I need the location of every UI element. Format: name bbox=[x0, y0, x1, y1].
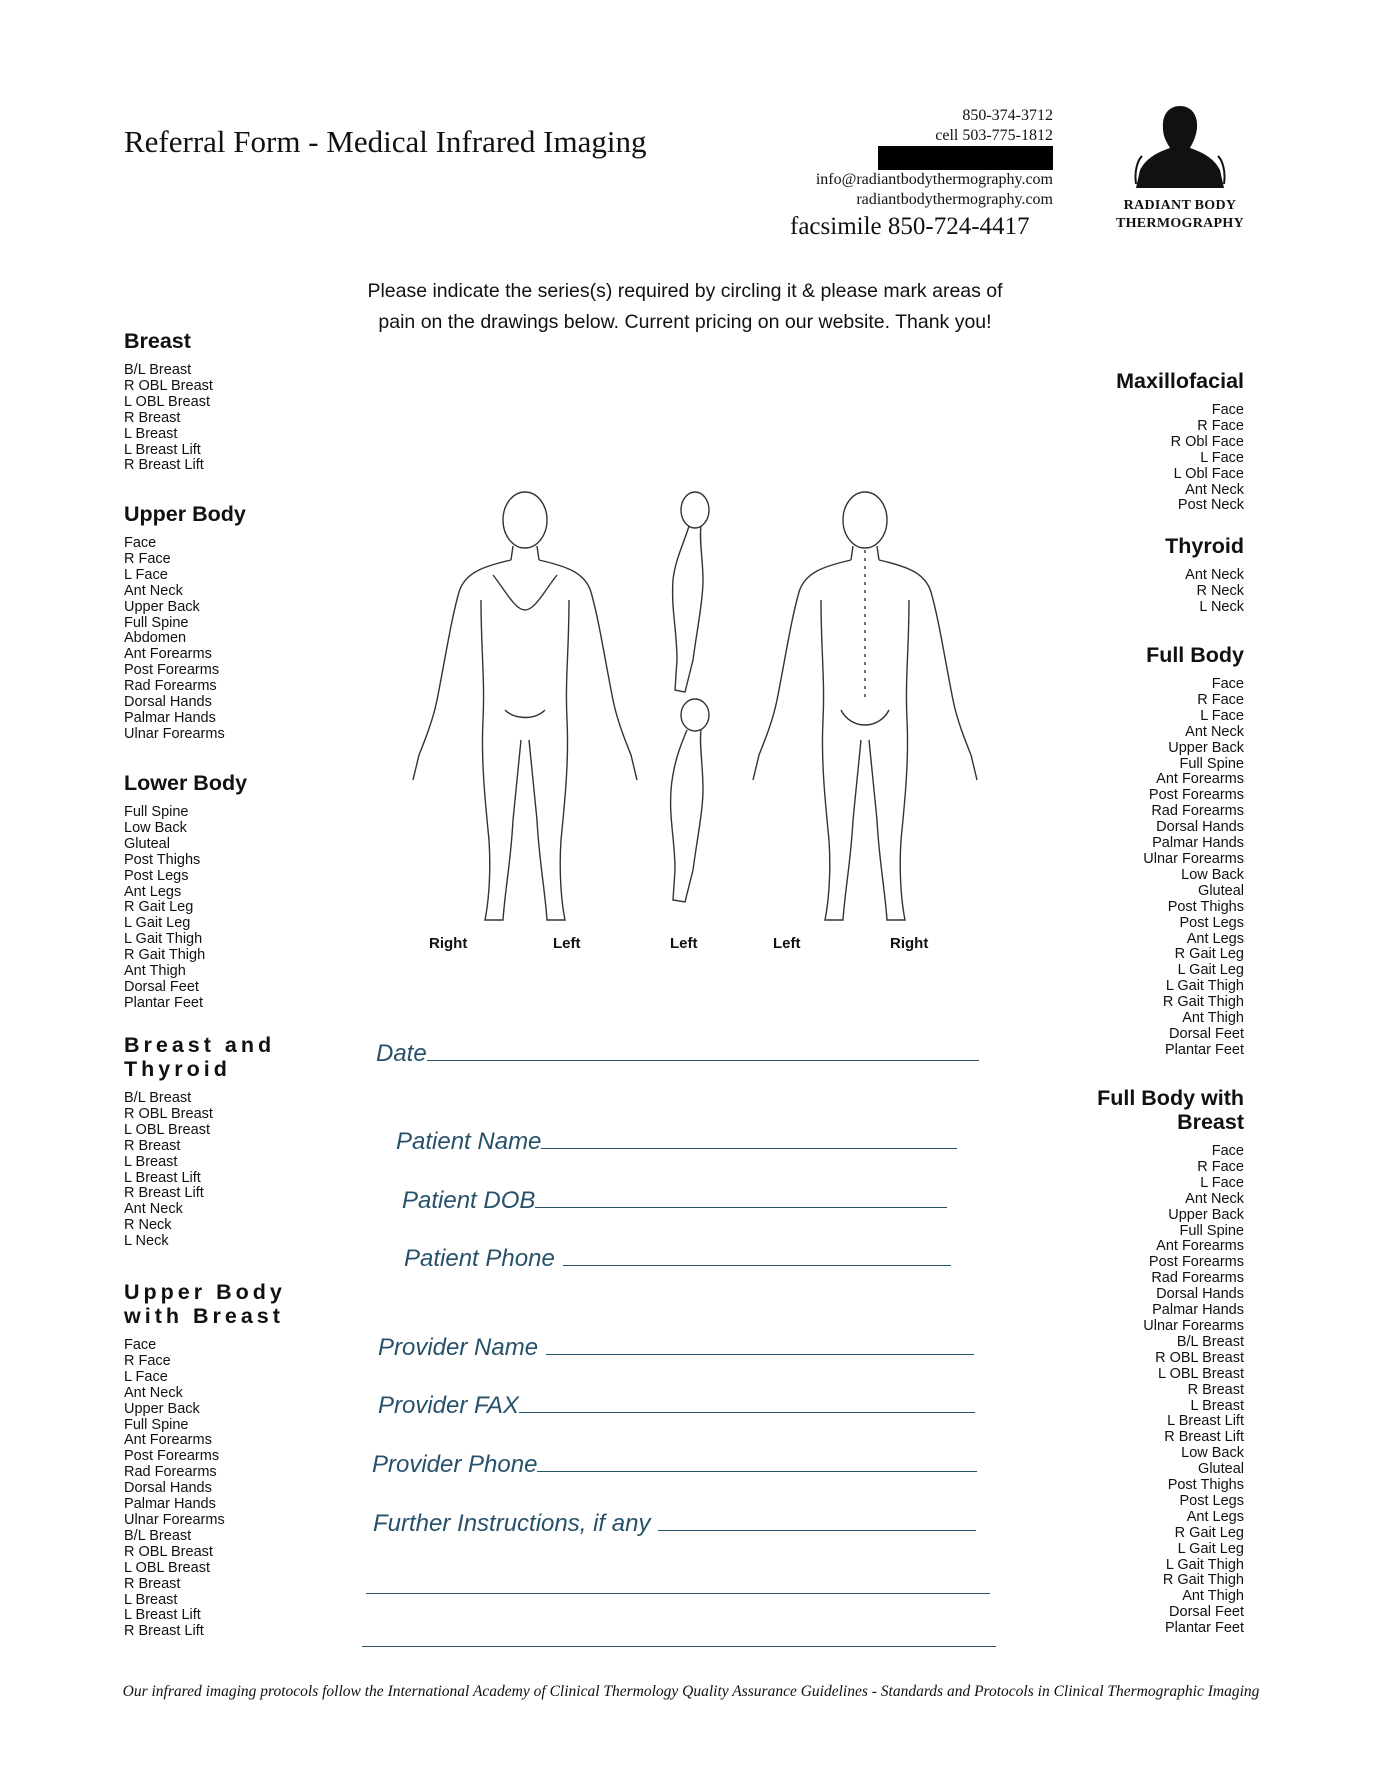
series-option[interactable]: R Gait Thigh bbox=[124, 947, 206, 964]
logo-text-line1: RADIANT BODY bbox=[1123, 198, 1237, 213]
redacted-bar bbox=[816, 146, 1053, 170]
series-option[interactable]: R OBL Breast bbox=[1155, 1349, 1244, 1366]
series-option[interactable]: Dorsal Hands bbox=[124, 694, 212, 711]
series-option[interactable]: Palmar Hands bbox=[124, 1496, 216, 1513]
series-option[interactable]: Ulnar Forearms bbox=[1143, 1317, 1244, 1334]
date-label: Date bbox=[376, 1040, 427, 1067]
series-option[interactable]: Dorsal Hands bbox=[124, 1480, 212, 1497]
section-title: Full Body bbox=[1146, 643, 1244, 667]
series-option[interactable]: Post Forearms bbox=[1148, 1254, 1244, 1271]
series-option[interactable]: Face bbox=[124, 1337, 157, 1353]
series-option[interactable]: Post Forearms bbox=[124, 1448, 220, 1465]
silhouette-icon bbox=[1132, 100, 1228, 192]
series-option[interactable]: R Breast bbox=[1187, 1381, 1244, 1398]
series-option[interactable]: L Gait Leg bbox=[124, 915, 191, 932]
figure-label: Left bbox=[773, 935, 801, 952]
instructions-line2: pain on the drawings below. Current pricing on our website. Thank you! bbox=[378, 311, 992, 333]
fax-number: facsimile 850-724-4417 bbox=[790, 213, 1030, 240]
series-option[interactable]: Ulnar Forearms bbox=[124, 1511, 225, 1528]
series-option[interactable]: Ulnar Forearms bbox=[124, 725, 225, 742]
provider-name-field[interactable] bbox=[378, 1334, 974, 1362]
date-field[interactable] bbox=[376, 1040, 979, 1068]
series-option[interactable]: R Face bbox=[124, 550, 171, 567]
patient-dob-label: Patient DOB bbox=[402, 1187, 536, 1214]
section-title: Thyroid bbox=[1165, 534, 1244, 558]
instructions-line1: Please indicate the series(s) required by circling it & please mark areas of bbox=[367, 280, 1003, 302]
series-option[interactable]: L Face bbox=[1200, 449, 1244, 466]
series-option[interactable]: R Gait Thigh bbox=[1162, 1572, 1244, 1589]
further-instructions-label: Further Instructions, if any bbox=[373, 1510, 651, 1537]
instructions bbox=[340, 276, 1030, 338]
provider-fax-field[interactable] bbox=[378, 1392, 975, 1420]
series-option[interactable]: R OBL Breast bbox=[124, 1105, 213, 1122]
series-option[interactable]: Low Back bbox=[1181, 866, 1244, 883]
series-option[interactable]: Upper Back bbox=[124, 598, 200, 615]
series-option[interactable]: Upper Back bbox=[1168, 1206, 1244, 1223]
series-option[interactable]: R Face bbox=[1197, 691, 1244, 708]
series-option[interactable]: Upper Back bbox=[1168, 739, 1244, 756]
series-list bbox=[1044, 677, 1244, 1059]
series-option[interactable]: Ant Forearms bbox=[124, 1432, 212, 1449]
series-list bbox=[1044, 403, 1244, 514]
series-option[interactable]: Palmar Hands bbox=[124, 709, 216, 726]
section-breast bbox=[124, 329, 294, 474]
series-option[interactable]: L Breast bbox=[124, 1591, 178, 1608]
series-option[interactable]: L Gait Leg bbox=[1177, 962, 1244, 979]
section-breast-thyroid bbox=[124, 1033, 294, 1250]
series-option[interactable]: Ant Neck bbox=[1185, 481, 1244, 498]
series-option[interactable]: R Breast Lift bbox=[124, 1623, 204, 1640]
series-option[interactable]: Dorsal Feet bbox=[1169, 1604, 1244, 1621]
series-option[interactable]: R Breast Lift bbox=[124, 1185, 204, 1202]
series-list bbox=[1044, 568, 1244, 616]
series-option[interactable]: Post Thighs bbox=[124, 851, 201, 868]
series-option[interactable]: R Breast Lift bbox=[124, 457, 204, 474]
series-option[interactable]: Gluteal bbox=[124, 835, 170, 852]
series-option[interactable]: R Breast bbox=[124, 409, 181, 426]
series-option[interactable]: Ant Neck bbox=[1185, 723, 1244, 740]
series-option[interactable]: Face bbox=[1211, 676, 1244, 692]
series-option[interactable]: Ant Neck bbox=[124, 1201, 183, 1218]
series-option[interactable]: Ant Neck bbox=[1185, 567, 1244, 583]
series-option[interactable]: L Face bbox=[1200, 707, 1244, 724]
figure-label: Left bbox=[553, 935, 581, 952]
website: radiantbodythermography.com bbox=[856, 191, 1053, 208]
patient-name-field[interactable] bbox=[396, 1128, 957, 1156]
series-option[interactable]: Face bbox=[1211, 1143, 1244, 1159]
series-option[interactable]: L Obl Face bbox=[1173, 465, 1244, 482]
series-option[interactable]: Face bbox=[124, 535, 157, 551]
logo-text-line2: THERMOGRAPHY bbox=[1115, 216, 1245, 231]
series-list bbox=[124, 1338, 294, 1640]
series-option[interactable]: Full Spine bbox=[124, 614, 189, 631]
provider-phone-label: Provider Phone bbox=[372, 1451, 538, 1478]
provider-fax-label: Provider FAX bbox=[378, 1392, 519, 1419]
instructions-line[interactable] bbox=[366, 1592, 990, 1594]
series-option[interactable]: Ant Neck bbox=[124, 1384, 183, 1401]
series-option[interactable]: Post Neck bbox=[1177, 497, 1244, 514]
series-option[interactable]: Dorsal Feet bbox=[1169, 1025, 1244, 1042]
figure-label: Right bbox=[890, 935, 929, 952]
series-option[interactable]: L Face bbox=[124, 566, 168, 583]
series-option[interactable]: Post Thighs bbox=[1167, 898, 1244, 915]
series-option[interactable]: R OBL Breast bbox=[124, 1543, 213, 1560]
section-title: Maxillofacial bbox=[1116, 369, 1244, 393]
back-figure bbox=[753, 492, 977, 920]
phone-number: 850-374-3712 bbox=[962, 107, 1053, 124]
series-option[interactable]: Low Back bbox=[1181, 1445, 1244, 1462]
series-option[interactable]: R Breast bbox=[124, 1137, 181, 1154]
series-option[interactable]: Ant Thigh bbox=[1182, 1010, 1244, 1027]
series-option[interactable]: Ant Thigh bbox=[1182, 1588, 1244, 1605]
series-option[interactable]: Abdomen bbox=[124, 630, 187, 647]
series-option[interactable]: Full Spine bbox=[124, 1416, 189, 1433]
series-option[interactable]: R Face bbox=[124, 1352, 171, 1369]
section-maxillofacial bbox=[1044, 369, 1244, 514]
series-option[interactable]: R Breast Lift bbox=[1164, 1429, 1244, 1446]
section-title: Breast bbox=[124, 329, 191, 353]
series-option[interactable]: B/L Breast bbox=[124, 1090, 192, 1106]
series-option[interactable]: Low Back bbox=[124, 819, 187, 836]
series-option[interactable]: Full Spine bbox=[1179, 1222, 1244, 1239]
series-option[interactable]: L OBL Breast bbox=[124, 1121, 210, 1138]
series-option[interactable]: R Neck bbox=[124, 1217, 172, 1234]
series-option[interactable]: Ant Forearms bbox=[124, 646, 212, 663]
series-option[interactable]: L Face bbox=[124, 1368, 168, 1385]
series-option[interactable]: L Breast bbox=[124, 1153, 178, 1170]
series-option[interactable]: B/L Breast bbox=[1176, 1333, 1244, 1350]
series-option[interactable]: Ant Neck bbox=[1185, 1190, 1244, 1207]
section-full-body-breast bbox=[1044, 1086, 1244, 1637]
series-option[interactable]: Post Forearms bbox=[124, 662, 220, 679]
series-option[interactable]: L OBL Breast bbox=[124, 393, 210, 410]
section-thyroid bbox=[1044, 534, 1244, 616]
series-option[interactable]: L Gait Thigh bbox=[124, 931, 203, 948]
series-option[interactable]: B/L Breast bbox=[124, 1527, 192, 1544]
page-title: Referral Form - Medical Infrared Imaging bbox=[124, 124, 647, 159]
contact-block bbox=[816, 106, 1053, 210]
section-title: Upper Body with Breast bbox=[124, 1280, 286, 1328]
series-option[interactable]: Ant Neck bbox=[124, 582, 183, 599]
series-option[interactable]: Post Legs bbox=[124, 867, 189, 884]
series-option[interactable]: R Face bbox=[1197, 417, 1244, 434]
instructions-line[interactable] bbox=[362, 1645, 996, 1647]
section-full-body bbox=[1044, 643, 1244, 1059]
patient-name-label: Patient Name bbox=[396, 1128, 542, 1155]
series-option[interactable]: L Breast Lift bbox=[124, 441, 201, 458]
side-figure-bottom bbox=[671, 699, 709, 902]
series-option[interactable]: L Breast Lift bbox=[124, 1607, 201, 1624]
section-upper-body-breast bbox=[124, 1280, 294, 1640]
series-option[interactable]: L Breast bbox=[124, 425, 178, 442]
series-option[interactable]: L Gait Thigh bbox=[1165, 1556, 1244, 1573]
series-option[interactable]: R Obl Face bbox=[1170, 433, 1244, 450]
email-address: info@radiantbodythermography.com bbox=[815, 171, 1053, 188]
series-option[interactable]: R Gait Leg bbox=[124, 899, 194, 916]
footer-note: Our infrared imaging protocols follow the International Academy of Clinical Thermology Quality Assurance Guidelines - Standards and Protocols in Clinical Thermographic Imaging bbox=[122, 1683, 1260, 1700]
patient-dob-field[interactable] bbox=[402, 1187, 947, 1215]
series-option[interactable]: Post Forearms bbox=[1148, 787, 1244, 804]
section-title: Breast and Thyroid bbox=[124, 1033, 276, 1081]
series-option[interactable]: Ant Thigh bbox=[124, 963, 186, 980]
section-title: Lower Body bbox=[124, 771, 248, 795]
front-figure bbox=[413, 492, 637, 920]
series-option[interactable]: L Breast Lift bbox=[1167, 1413, 1244, 1430]
series-option[interactable]: L Gait Thigh bbox=[1165, 978, 1244, 995]
series-option[interactable]: Post Legs bbox=[1179, 1492, 1244, 1509]
series-option[interactable]: Ant Legs bbox=[1186, 1508, 1244, 1525]
series-option[interactable]: Rad Forearms bbox=[124, 1464, 217, 1481]
series-option[interactable]: Gluteal bbox=[1198, 1461, 1244, 1478]
series-option[interactable]: Face bbox=[1211, 402, 1244, 418]
section-upper-body bbox=[124, 502, 294, 743]
series-option[interactable]: Gluteal bbox=[1198, 882, 1244, 899]
series-option[interactable]: L OBL Breast bbox=[124, 1559, 210, 1576]
section-title-line1: Full Body with bbox=[1097, 1086, 1244, 1110]
series-option[interactable]: R Breast bbox=[124, 1575, 181, 1592]
patient-phone-label: Patient Phone bbox=[404, 1245, 555, 1272]
series-option[interactable]: Dorsal Feet bbox=[124, 978, 199, 995]
series-option[interactable]: Rad Forearms bbox=[1151, 803, 1244, 820]
figure-label: Left bbox=[670, 935, 698, 952]
series-option[interactable]: Plantar Feet bbox=[1165, 1620, 1244, 1637]
series-option[interactable]: Plantar Feet bbox=[124, 994, 203, 1011]
patient-phone-field[interactable] bbox=[404, 1245, 951, 1273]
series-option[interactable]: Ant Legs bbox=[1186, 930, 1244, 947]
series-option[interactable]: Ant Legs bbox=[124, 883, 182, 900]
series-option[interactable]: Full Spine bbox=[1179, 755, 1244, 772]
series-option[interactable]: Upper Back bbox=[124, 1400, 200, 1417]
series-option[interactable]: Plantar Feet bbox=[1165, 1041, 1244, 1058]
series-option[interactable]: L Gait Leg bbox=[1177, 1540, 1244, 1557]
series-option[interactable]: R Gait Thigh bbox=[1162, 994, 1244, 1011]
series-option[interactable]: R Gait Leg bbox=[1174, 1524, 1244, 1541]
series-option[interactable]: R Gait Leg bbox=[1174, 946, 1244, 963]
series-option[interactable]: Dorsal Hands bbox=[1156, 819, 1244, 836]
section-title-line2: Breast bbox=[1177, 1110, 1244, 1134]
side-figure-top bbox=[673, 492, 709, 692]
series-option[interactable]: Dorsal Hands bbox=[1156, 1286, 1244, 1303]
series-list bbox=[124, 536, 294, 743]
series-option[interactable]: Rad Forearms bbox=[1151, 1270, 1244, 1287]
series-option[interactable]: Rad Forearms bbox=[124, 678, 217, 695]
series-option[interactable]: Ulnar Forearms bbox=[1143, 850, 1244, 867]
series-option[interactable]: R Neck bbox=[1196, 582, 1244, 599]
series-option[interactable]: R Face bbox=[1197, 1158, 1244, 1175]
series-list bbox=[124, 1091, 294, 1250]
series-option[interactable]: L Neck bbox=[124, 1233, 169, 1250]
series-option[interactable]: L Face bbox=[1200, 1174, 1244, 1191]
further-instructions-field[interactable] bbox=[373, 1510, 976, 1538]
figure-label: Right bbox=[429, 935, 468, 952]
series-list bbox=[124, 805, 294, 1012]
section-title bbox=[1044, 1086, 1244, 1134]
series-option[interactable]: Post Thighs bbox=[1167, 1477, 1244, 1494]
series-option[interactable]: Palmar Hands bbox=[1152, 1302, 1244, 1319]
series-option[interactable]: L Breast Lift bbox=[124, 1169, 201, 1186]
section-lower-body bbox=[124, 771, 294, 1012]
series-option[interactable]: Ant Forearms bbox=[1156, 771, 1244, 788]
provider-name-label: Provider Name bbox=[378, 1334, 539, 1361]
series-option[interactable]: L OBL Breast bbox=[1158, 1365, 1244, 1382]
series-option[interactable]: Full Spine bbox=[124, 804, 189, 820]
cell-number: cell 503-775-1812 bbox=[935, 127, 1053, 144]
logo bbox=[1110, 100, 1250, 233]
series-option[interactable]: R OBL Breast bbox=[124, 377, 213, 394]
series-option[interactable]: L Breast bbox=[1190, 1397, 1244, 1414]
provider-phone-field[interactable] bbox=[372, 1451, 977, 1479]
body-diagram[interactable] bbox=[385, 480, 985, 950]
series-option[interactable]: Post Legs bbox=[1179, 914, 1244, 931]
series-option[interactable]: B/L Breast bbox=[124, 362, 192, 378]
series-option[interactable]: Palmar Hands bbox=[1152, 835, 1244, 852]
series-option[interactable]: Ant Forearms bbox=[1156, 1238, 1244, 1255]
section-title: Upper Body bbox=[124, 502, 246, 526]
series-list bbox=[1044, 1144, 1244, 1637]
series-list bbox=[124, 363, 294, 474]
series-option[interactable]: L Neck bbox=[1199, 598, 1244, 615]
